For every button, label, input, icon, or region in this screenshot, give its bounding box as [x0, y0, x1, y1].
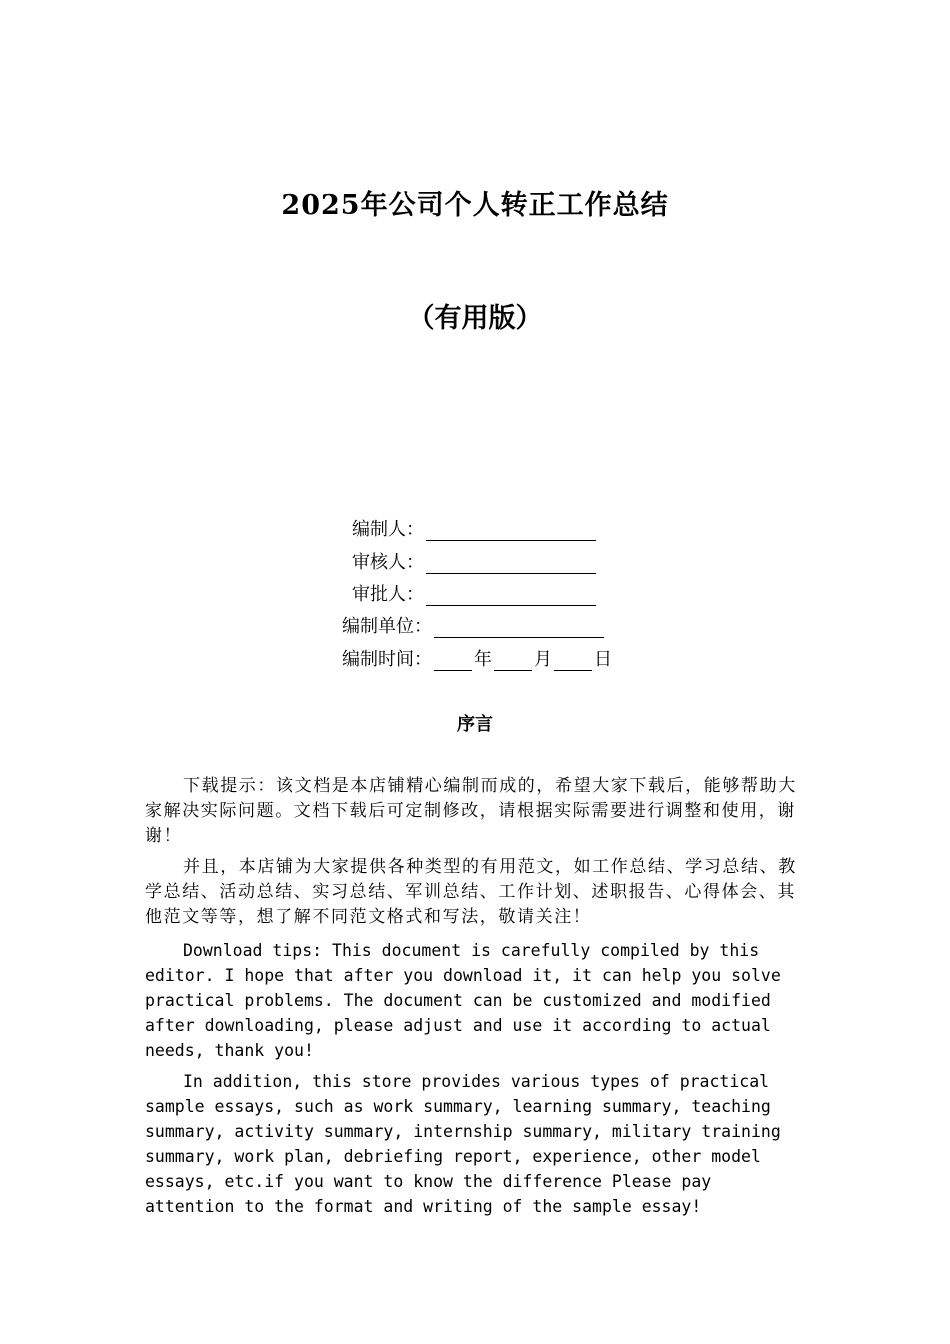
document-subtitle: （有用版）: [407, 303, 543, 334]
signoff-time-label: 编制时间：: [342, 649, 432, 670]
signoff-reviewer-row: [352, 548, 596, 574]
document-title: 2025年公司个人转正工作总结: [281, 190, 669, 221]
signoff-compiler-label: 编制人：: [352, 519, 424, 540]
signoff-approver-row: [352, 580, 596, 606]
signoff-time-row: [342, 645, 612, 671]
signoff-day-label: 日: [594, 649, 612, 670]
signoff-reviewer-blank: [426, 553, 596, 574]
signoff-year-label: 年: [474, 649, 492, 670]
paragraph-cn-addition: 并且，本店铺为大家提供各种类型的有用范文，如工作总结、学习总结、教学总结、活动总结、实习总结、军训总结、工作计划、述职报告、心得体会、其他范文等等，想了解不同范文格式和写法，敬请关注！: [145, 857, 797, 927]
signoff-compiler-row: [352, 515, 596, 541]
signoff-reviewer-label: 审核人：: [352, 552, 424, 573]
signoff-approver-label: 审批人：: [352, 584, 424, 605]
signoff-unit-blank: [434, 617, 604, 638]
signoff-unit-row: [342, 612, 604, 638]
paragraph-en-addition: In addition, this store provides various types of practical sample essays, such as work summary, learning summary, teaching summary, activity summary, internship summary, military training summary, work plan, debriefing report, experience, other model essays, etc.if you want to know the difference Please pay attention to the format and writing of the sample essay!: [145, 1072, 781, 1216]
preface-heading: 序言: [457, 714, 493, 735]
signoff-year-blank: [434, 650, 472, 671]
signoff-day-blank: [554, 650, 592, 671]
signoff-month-label: 月: [534, 649, 552, 670]
signoff-compiler-blank: [426, 520, 596, 541]
signoff-month-blank: [494, 650, 532, 671]
paragraph-cn-download-tip: 下载提示：该文档是本店铺精心编制而成的，希望大家下载后，能够帮助大家解决实际问题。文档下载后可定制修改，请根据实际需要进行调整和使用，谢谢！: [145, 776, 797, 846]
signoff-approver-blank: [426, 585, 596, 606]
signoff-unit-label: 编制单位：: [342, 616, 432, 637]
paragraph-en-download-tip: Download tips: This document is carefully compiled by this editor. I hope that after you download it, it can help you solve practical problems. The document can be customized and modified after downloading, please adjust and use it according to actual needs, thank you!: [145, 941, 781, 1060]
